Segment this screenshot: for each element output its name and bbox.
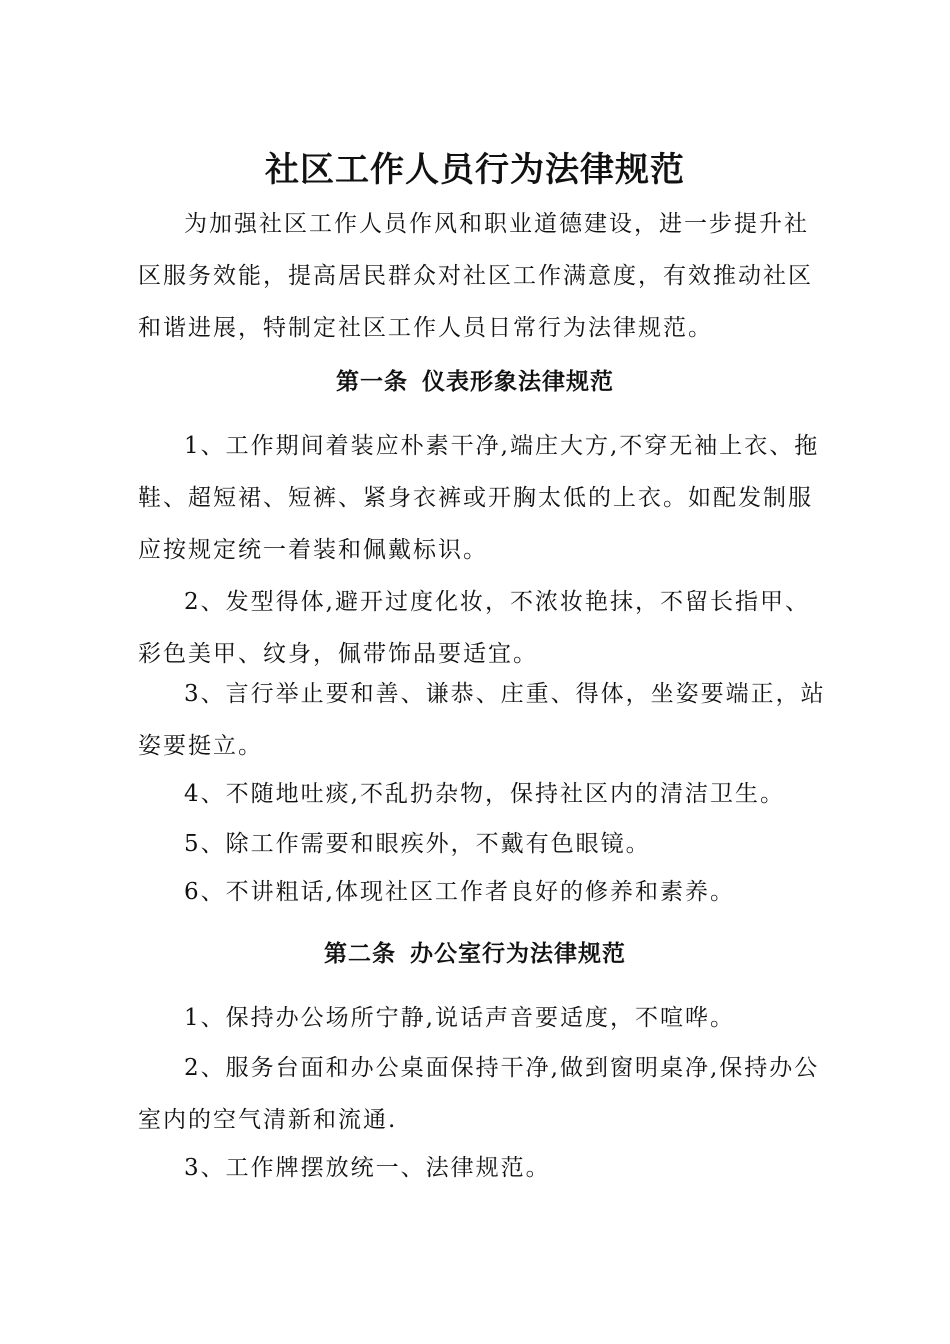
document-title: 社区工作人员行为法律规范: [265, 150, 685, 190]
section-2-item-1: 1、保持办公场所宁静,说话声音要适度，不喧哗。: [184, 1005, 735, 1031]
section-1-item-2: 2、发型得体,避开过度化妆，不浓妆艳抹，不留长指甲、彩色美甲、纹身，佩带饰品要适宜。: [138, 589, 810, 667]
section-2-heading: [0, 934, 950, 974]
section-2-item-3: 3、工作牌摆放统一、法律规范。: [184, 1155, 551, 1181]
section-2-title: 办公室行为法律规范: [410, 940, 626, 967]
section-2-item-2: 2、服务台面和办公桌面保持干净,做到窗明桌净,保持办公室内的空气清新和流通.: [138, 1055, 820, 1133]
section-1-number: 第一条: [336, 368, 408, 395]
intro-paragraph: 为加强社区工作人员作风和职业道德建设，进一步提升社区服务效能，提高居民群众对社区工作满意度，有效推动社区和谐进展，特制定社区工作人员日常行为法律规范。: [138, 211, 813, 341]
section-1-item-5: 5、除工作需要和眼疾外，不戴有色眼镜。: [184, 831, 651, 857]
section-1-item-4: 4、不随地吐痰,不乱扔杂物，保持社区内的清洁卫生。: [184, 781, 785, 807]
section-1-item-6: 6、不讲粗话,体现社区工作者良好的修养和素养。: [184, 879, 735, 905]
section-1-item-1: 1、工作期间着装应朴素干净,端庄大方,不穿无袖上衣、拖鞋、超短裙、短裤、紧身衣裤或开胸太低的上衣。如配发制服应按规定统一着装和佩戴标识。: [138, 433, 820, 563]
section-2-number: 第二条: [324, 940, 396, 967]
section-1-title: 仪表形象法律规范: [422, 368, 614, 395]
section-1-heading: [0, 362, 950, 402]
section-1-item-3: 3、言行举止要和善、谦恭、庄重、得体，坐姿要端正，站姿要挺立。: [138, 681, 826, 759]
